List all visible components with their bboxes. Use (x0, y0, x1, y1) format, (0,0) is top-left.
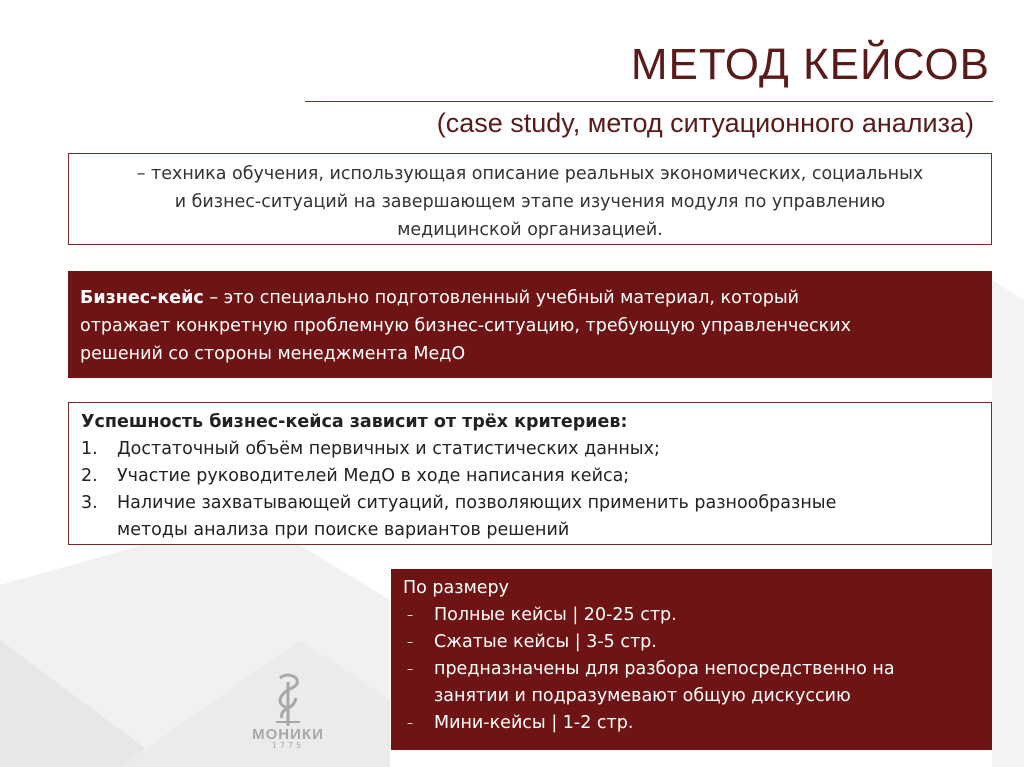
size-heading: По размеру (403, 578, 509, 598)
business-case-text: – это специально подготовленный учебный материал, который (203, 288, 800, 308)
caduceus-emblem-icon (268, 672, 308, 728)
definition-box (68, 153, 992, 245)
slide-title: МЕТОД КЕЙСОВ (630, 40, 990, 89)
criteria-text: Наличие захватывающей ситуаций, позволяющих применить разнообразные (117, 493, 837, 513)
definition-line: медицинской организацией. (397, 220, 663, 240)
size-text: Сжатые кейсы | 3-5 стр. (434, 632, 657, 652)
size-text: предназначены для разбора непосредственно на (434, 659, 895, 679)
logo-name: МОНИКИ (252, 726, 324, 743)
size-box (391, 569, 992, 750)
size-text-cont: занятии и подразумевают общую дискуссию (434, 686, 851, 706)
criteria-number: 2. (81, 466, 98, 486)
dash-bullet-icon: – (407, 608, 413, 622)
criteria-text-cont: методы анализа при поиске вариантов решений (117, 520, 570, 540)
business-case-box (68, 271, 992, 378)
criteria-item (81, 436, 979, 463)
criteria-list (81, 436, 979, 544)
criteria-box (68, 402, 992, 545)
size-text: Мини-кейсы | 1-2 стр. (434, 713, 634, 733)
definition-line: и бизнес-ситуаций на завершающем этапе изучения модуля по управлению (174, 192, 886, 212)
size-item (403, 629, 980, 656)
business-case-term: Бизнес-кейс (80, 288, 204, 308)
definition-line: – техника обучения, использующая описание реальных экономических, социальных (136, 164, 924, 184)
size-text: Полные кейсы | 20-25 стр. (434, 605, 677, 625)
size-item (403, 656, 980, 710)
dash-bullet-icon: – (407, 662, 413, 676)
criteria-heading: Успешность бизнес-кейса зависит от трёх критериев: (81, 412, 628, 432)
size-item (403, 602, 980, 629)
slide-subtitle: (case study, метод ситуационного анализа) (436, 108, 974, 138)
title-divider (305, 101, 993, 102)
business-case-line: решений со стороны менеджмента МедО (80, 344, 466, 364)
criteria-item (81, 463, 979, 490)
criteria-number: 3. (81, 493, 98, 513)
business-case-line (80, 284, 978, 312)
moniki-logo (243, 672, 333, 750)
dash-bullet-icon: – (407, 716, 413, 730)
criteria-text: Участие руководителей МедО в ходе написания кейса; (117, 466, 630, 486)
dash-bullet-icon: – (407, 635, 413, 649)
size-item (403, 710, 980, 737)
criteria-item (81, 490, 979, 544)
logo-year: 1775 (271, 741, 305, 750)
size-list (403, 602, 980, 737)
criteria-number: 1. (81, 439, 98, 459)
criteria-text: Достаточный объём первичных и статистических данных; (117, 439, 660, 459)
business-case-line: отражает конкретную проблемную бизнес-ситуацию, требующую управленческих (80, 316, 851, 336)
